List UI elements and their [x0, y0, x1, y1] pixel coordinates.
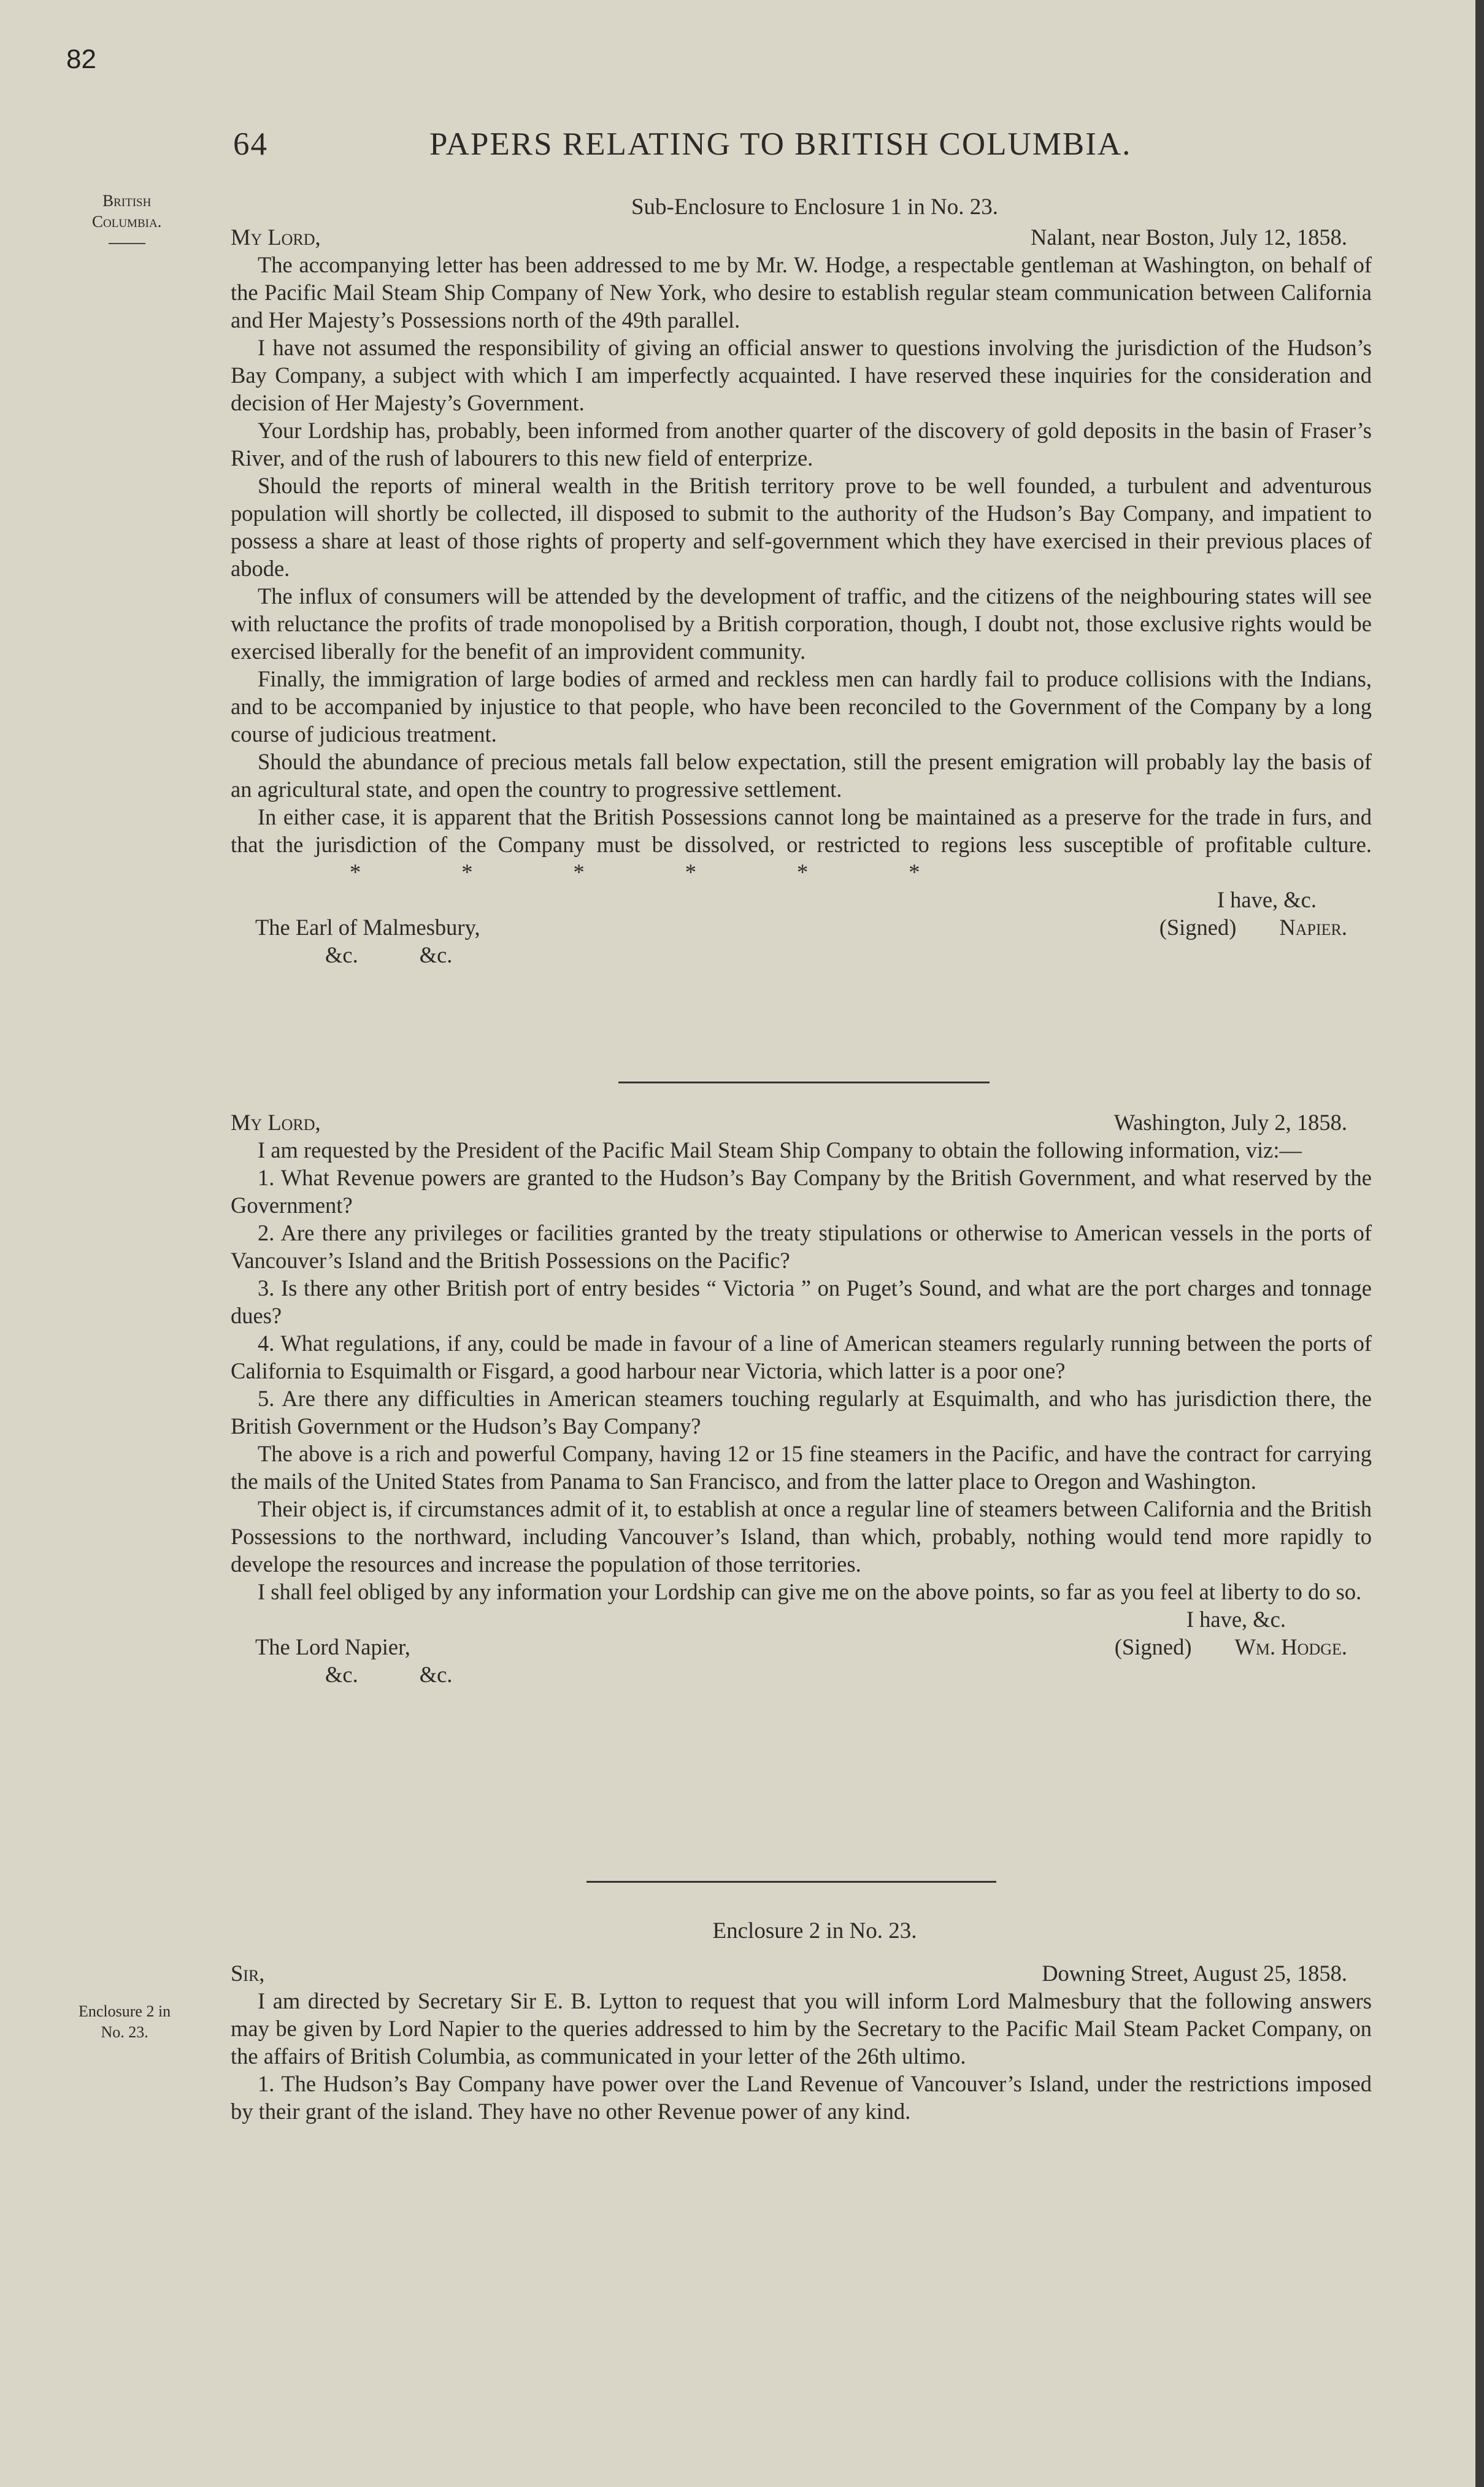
paragraph: 4. What regulations, if any, could be made in favour of a line of American steamers regularly running between the ports of California to Esquimalth or Fisgard, a good harbour near Victoria, which latter is a poor one? [231, 1331, 1372, 1383]
signature-row [231, 1633, 1372, 1661]
paragraph: I have not assumed the responsibility of giving an official answer to questions involving the jurisdiction of the Hudson’s Bay Company, a subject with which I am imperfectly acquainted. I have reserved these inquiries for the consideration and decision of Her Majesty’s Government. [231, 335, 1372, 415]
letter-hodge-header [231, 1109, 1372, 1136]
margin-colony-line1: British [102, 191, 152, 210]
margin-enclosure-line1: Enclosure 2 in [79, 2002, 171, 2020]
place-date: Nalant, near Boston, July 12, 1858. [1030, 225, 1347, 250]
addressee-etc [231, 941, 1372, 969]
salutation: Sir, [231, 1961, 265, 1986]
section-divider [618, 1082, 990, 1083]
omission-asterisks [323, 858, 920, 886]
asterisk: * [461, 859, 473, 885]
margin-colony-line2: Columbia. [92, 212, 162, 231]
addressee-etc [231, 1661, 1372, 1688]
scan-edge [1475, 0, 1484, 2487]
letter-napier [231, 193, 1372, 969]
signature-row [231, 913, 1372, 941]
paragraph [231, 803, 1372, 886]
margin-enclosure-line2: No. 23. [101, 2023, 148, 2041]
enclosure-2 [231, 1917, 1372, 2125]
enclosure-header [231, 1959, 1372, 1987]
paragraph: The accompanying letter has been addressed to me by Mr. W. Hodge, a respectable gentleman at Washington, on behalf of the Pacific Mail Steam Ship Company of New York, who desire to establish regular steam communication between California and Her Majesty’s Possessions north of the 49th parallel. [231, 252, 1372, 332]
signature: Wm. Hodge. [1234, 1634, 1347, 1659]
salutation: My Lord, [231, 225, 321, 250]
margin-rule [109, 243, 145, 244]
paragraph: The influx of consumers will be attended by the development of traffic, and the citizens of the neighbouring states will see with reluctance the profits of trade monopolised by a British corporation, though, I doubt not, those exclusive rights would be exercised liberally for the benefit of an improvident community. [231, 583, 1372, 664]
paragraph: 1. The Hudson’s Bay Company have power over the Land Revenue of Vancouver’s Island, under the restrictions imposed by their grant of the island. They have no other Revenue power of any kind. [231, 2071, 1372, 2124]
section-divider [586, 1881, 996, 1883]
signature-block [1159, 913, 1347, 941]
running-title: PAPERS RELATING TO BRITISH COLUMBIA. [429, 126, 1132, 162]
place-date: Washington, July 2, 1858. [1113, 1110, 1347, 1135]
signed-label: (Signed) [1114, 1634, 1192, 1659]
margin-enclosure-note [79, 2001, 171, 2043]
etc: &c. [325, 1662, 358, 1687]
paragraph: 1. What Revenue powers are granted to the Hudson’s Bay Company by the British Government, and what reserved by the Government? [231, 1165, 1372, 1218]
closing: I have, &c. [1217, 887, 1317, 912]
signed-label: (Signed) [1159, 915, 1237, 940]
salutation: My Lord, [231, 1110, 321, 1135]
paragraph: Should the reports of mineral wealth in the British territory prove to be well founded, a turbulent and adventurous population will shortly be collected, ill disposed to submit to the authority of the Hudson’s Bay Company, and impatient to possess a share at least of those rights of property and self-government which they have exercised in their previous places of abode. [231, 473, 1372, 581]
page-number: 64 [233, 126, 268, 162]
letter-hodge [231, 1109, 1372, 1688]
asterisk: * [797, 859, 809, 885]
paragraph: Finally, the immigration of large bodies of armed and reckless men can hardly fail to produce collisions with the Indians, and to be accompanied by injustice to that people, who have been reconciled to the Government of the Company by a long course of judicious treatment. [231, 666, 1372, 747]
paragraph: I am requested by the President of the Pacific Mail Steam Ship Company to obtain the following information, viz:— [258, 1137, 1302, 1163]
asterisk: * [573, 859, 585, 885]
asterisk: * [685, 859, 696, 885]
paragraph: I shall feel obliged by any information your Lordship can give me on the above points, so far as you feel at liberty to do so. [258, 1579, 1362, 1604]
archive-page-number: 82 [66, 44, 96, 74]
letter-napier-header [231, 223, 1372, 251]
margin-colony-note [92, 190, 161, 244]
addressee: The Earl of Malmesbury, [255, 915, 480, 940]
sub-enclosure-heading: Sub-Enclosure to Enclosure 1 in No. 23. [631, 194, 999, 220]
paragraph-text: In either case, it is apparent that the British Possessions cannot long be maintained as a preserve for the trade in furs, and that the jurisdiction of the Company must be dissolved, or restricted to regions less susceptible of profitable culture. [231, 804, 1372, 857]
place-date: Downing Street, August 25, 1858. [1042, 1961, 1347, 1986]
etc: &c. [419, 1662, 453, 1687]
paragraph: 5. Are there any difficulties in American steamers touching regularly at Esquimalth, and who has jurisdiction there, the British Government or the Hudson’s Bay Company? [231, 1386, 1372, 1439]
paragraph: 2. Are there any privileges or facilities granted by the treaty stipulations or otherwise to American vessels in the ports of Vancouver’s Island and the British Possessions on the Pacific? [231, 1220, 1372, 1273]
addressee: The Lord Napier, [255, 1634, 410, 1659]
asterisk: * [350, 859, 361, 885]
paragraph: Your Lordship has, probably, been informed from another quarter of the discovery of gold deposits in the basin of Fraser’s River, and of the rush of labourers to this new field of enterprize. [231, 418, 1372, 471]
etc: &c. [325, 942, 358, 967]
signature: Napier. [1279, 915, 1347, 940]
paragraph: 3. Is there any other British port of entry besides “ Victoria ” on Puget’s Sound, and what are the port charges and tonnage dues? [231, 1275, 1372, 1328]
enclosure-heading: Enclosure 2 in No. 23. [712, 1918, 917, 1943]
paragraph: Should the abundance of precious metals fall below expectation, still the present emigration will probably lay the basis of an agricultural state, and open the country to progressive settlement. [231, 749, 1372, 802]
paragraph: Their object is, if circumstances admit of it, to establish at once a regular line of steamers between California and the British Possessions to the northward, including Vancouver’s Island, than which, probably, nothing would tend more rapidly to develope the resources and increase the population of those territories. [231, 1496, 1372, 1577]
etc: &c. [419, 942, 453, 967]
paragraph: I am directed by Secretary Sir E. B. Lytton to request that you will inform Lord Malmesbury that the following answers may be given by Lord Napier to the queries addressed to him by the Secretary to the Pacific Mail Steam Packet Company, on the affairs of British Columbia, as communicated in your letter of the 26th ultimo. [231, 1988, 1372, 2069]
closing: I have, &c. [1186, 1607, 1286, 1632]
paragraph: The above is a rich and powerful Company, having 12 or 15 fine steamers in the Pacific, and have the contract for carrying the mails of the United States from Panama to San Francisco, and from the latter place to Oregon and Washington. [231, 1441, 1372, 1494]
signature-block [1115, 1633, 1347, 1661]
asterisk: * [909, 859, 920, 885]
